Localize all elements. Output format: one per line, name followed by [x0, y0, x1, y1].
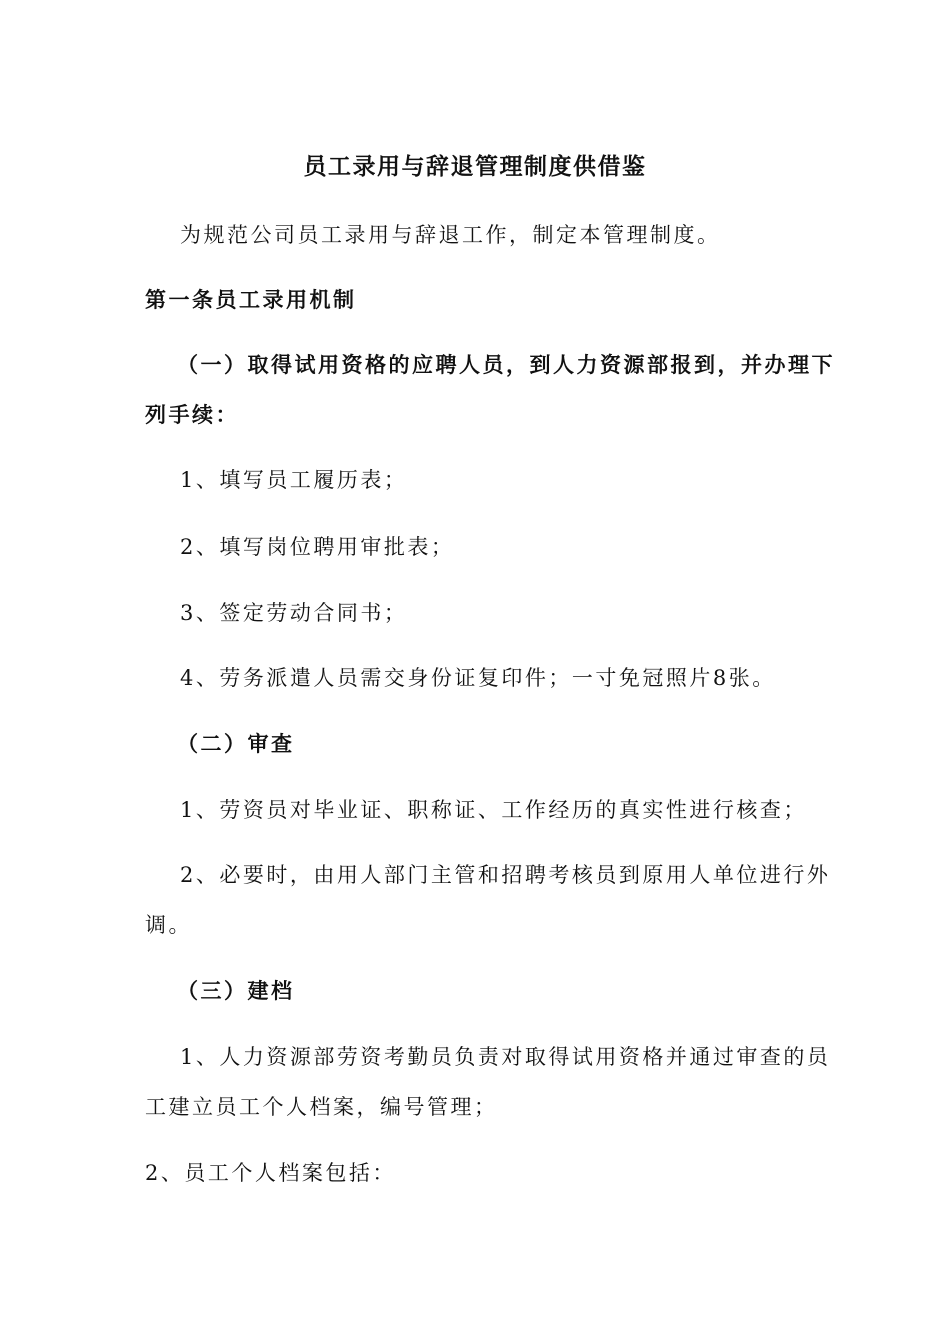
intro-paragraph: 为规范公司员工录用与辞退工作，制定本管理制度。	[180, 223, 721, 247]
section-2-heading: （二）审查	[177, 731, 295, 756]
section-3-heading: （三）建档	[177, 978, 295, 1003]
section-3-item-1-line-2: 工建立员工个人档案，编号管理；	[145, 1095, 498, 1119]
section-1-heading-line-2: 列手续：	[145, 402, 239, 427]
section-1-item-2: 2、填写岗位聘用审批表；	[180, 535, 455, 559]
article-1-heading: 第一条员工录用机制	[145, 287, 357, 312]
section-1-heading-line-1: （一）取得试用资格的应聘人员，到人力资源部报到，并办理下	[177, 352, 835, 377]
section-2-item-2-line-1: 2、必要时，由用人部门主管和招聘考核员到原用人单位进行外	[180, 863, 831, 887]
section-1-item-4: 4、劳务派遣人员需交身份证复印件；一寸免冠照片8张。	[180, 666, 776, 690]
section-2-item-2-line-2: 调。	[145, 913, 192, 937]
document-title: 员工录用与辞退管理制度供借鉴	[303, 153, 647, 180]
section-1-item-3: 3、签定劳动合同书；	[180, 601, 408, 625]
section-3-item-2: 2、员工个人档案包括：	[145, 1161, 396, 1185]
section-1-item-1: 1、填写员工履历表；	[180, 468, 408, 492]
section-3-item-1-line-1: 1、人力资源部劳资考勤员负责对取得试用资格并通过审查的员	[180, 1045, 831, 1069]
section-2-item-1: 1、劳资员对毕业证、职称证、工作经历的真实性进行核查；	[180, 798, 807, 822]
